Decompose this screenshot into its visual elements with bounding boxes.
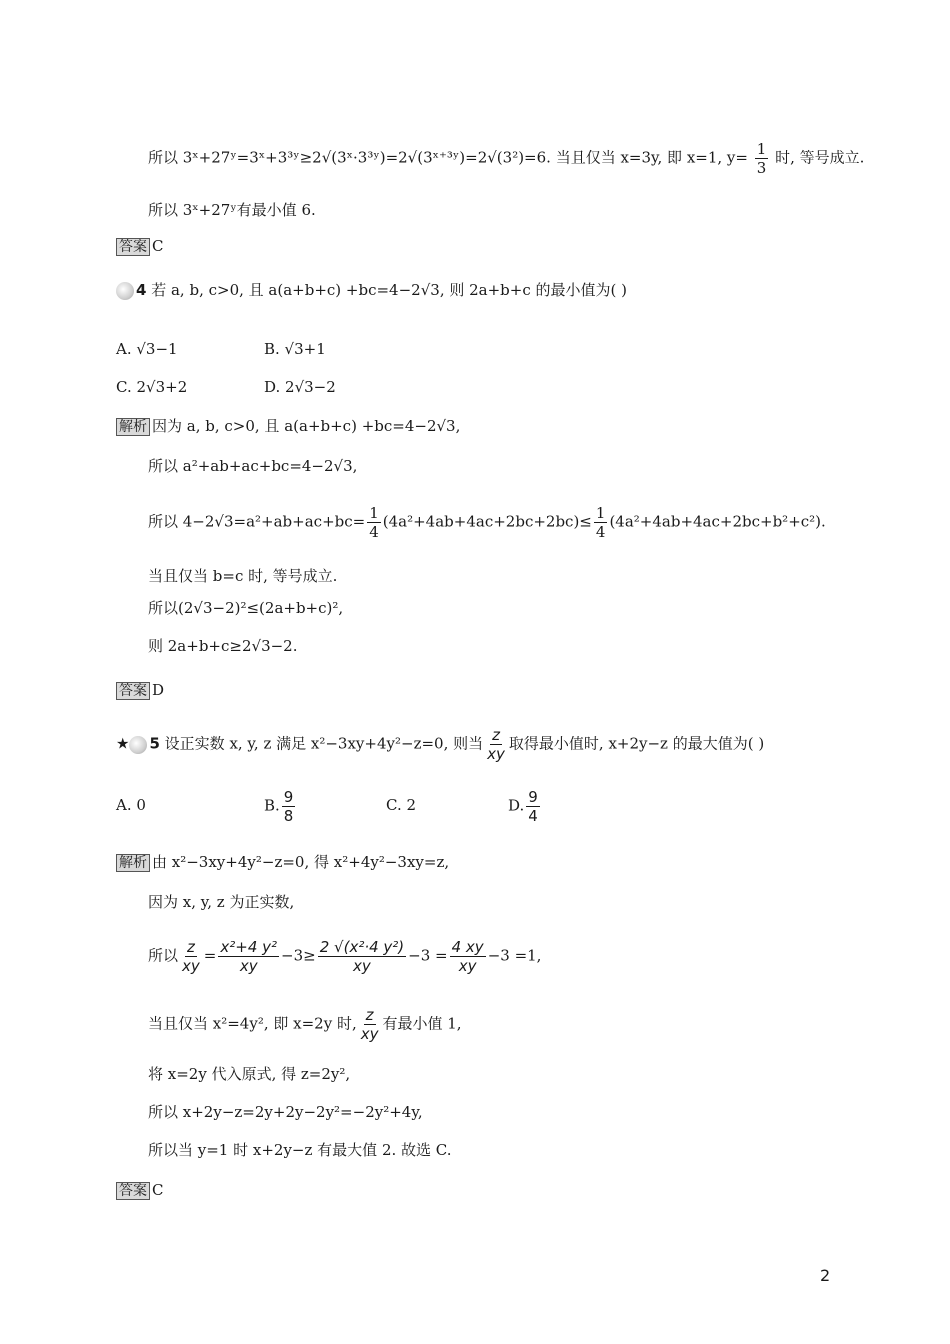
fraction <box>755 140 769 177</box>
answer-tag: 答案 <box>116 682 150 700</box>
question-text: 若 a, b, c>0, 且 a(a+b+c) +bc=4−2√3, 则 2a+b+c 的最小值为( ) <box>151 281 627 299</box>
option-a: A. 0 <box>116 796 146 814</box>
frac-den: xy <box>239 957 258 975</box>
fraction <box>526 788 540 825</box>
solution-line-1 <box>148 140 864 177</box>
frac-den: xy <box>353 957 371 975</box>
frac-den: xy <box>360 1025 379 1043</box>
text: 有最小值 1, <box>382 1014 462 1033</box>
frac-den: xy <box>182 957 200 975</box>
frac-den: 4 <box>595 523 606 541</box>
text: −3 = <box>408 946 448 965</box>
label: B. <box>264 796 280 815</box>
option-d: D. 2√3−2 <box>264 378 336 396</box>
question-4 <box>116 280 627 300</box>
frac-num: x²+4 y² <box>220 938 278 956</box>
answer-value: C <box>152 1181 164 1199</box>
frac-num: 1 <box>595 504 606 522</box>
option-d <box>508 788 542 825</box>
frac-den: 3 <box>756 159 767 177</box>
question-text: 取得最小值时, x+2y−z 的最大值为( ) <box>508 734 765 753</box>
frac-num: z <box>186 938 195 956</box>
text: 所以 4−2√3=a²+ab+ac+bc= <box>148 512 366 531</box>
text: 当且仅当 x²=4y², 即 x=2y 时, <box>148 1014 357 1033</box>
analysis-4-line-1 <box>116 416 460 437</box>
text: 所以 <box>148 946 179 965</box>
option-b: B. √3+1 <box>264 340 326 358</box>
text: 由 x²−3xy+4y²−z=0, 得 x²+4y²−3xy=z, <box>152 853 450 871</box>
frac-den: xy <box>458 957 477 975</box>
frac-den: 4 <box>369 523 379 541</box>
analysis-tag: 解析 <box>116 418 150 436</box>
analysis-5-line-6: 所以 x+2y−z=2y+2y−2y²=−2y²+4y, <box>148 1103 423 1121</box>
text: −3≥ <box>281 946 316 965</box>
text: (4a²+4ab+4ac+2bc+b²+c²). <box>609 512 826 531</box>
frac-num: 2 √(x²·4 y²) <box>319 938 405 956</box>
answer-5 <box>116 1180 163 1201</box>
question-5 <box>116 726 764 763</box>
analysis-4-line-6: 则 2a+b+c≥2√3−2. <box>148 637 298 655</box>
analysis-5-line-1 <box>116 852 449 873</box>
analysis-5-line-3 <box>148 938 541 975</box>
frac-num: 9 <box>528 788 538 806</box>
fraction <box>594 504 608 541</box>
text: = <box>203 946 217 965</box>
analysis-4-line-4: 当且仅当 b=c 时, 等号成立. <box>148 567 338 585</box>
analysis-4-line-5: 所以(2√3−2)²≤(2a+b+c)², <box>148 599 344 617</box>
answer-4 <box>116 680 164 701</box>
analysis-5-line-5: 将 x=2y 代入原式, 得 z=2y², <box>148 1065 351 1083</box>
option-b <box>264 788 297 825</box>
question-number: 5 <box>149 734 160 753</box>
frac-num: 4 xy <box>451 938 484 956</box>
fraction <box>282 788 296 825</box>
option-c: C. 2 <box>386 796 417 814</box>
frac-den: 4 <box>528 807 538 825</box>
analysis-5-line-2: 因为 x, y, z 为正实数, <box>148 893 295 911</box>
answer-3 <box>116 236 163 257</box>
fraction <box>318 938 406 975</box>
fraction <box>180 938 202 975</box>
answer-tag: 答案 <box>116 238 150 256</box>
question-number: 4 <box>136 281 147 299</box>
frac-num: z <box>365 1006 374 1024</box>
frac-num: z <box>492 726 500 744</box>
question-text: 设正实数 x, y, z 满足 x²−3xy+4y²−z=0, 则当 <box>164 734 484 753</box>
fraction <box>485 726 507 763</box>
star-icon: ★ <box>116 734 130 753</box>
frac-num: 9 <box>283 788 294 806</box>
text: (4a²+4ab+4ac+2bc+2bc)≤ <box>382 512 592 531</box>
frac-num: 1 <box>756 140 767 158</box>
answer-value: C <box>152 237 164 255</box>
analysis-tag: 解析 <box>116 854 150 872</box>
analysis-5-line-4 <box>148 1006 462 1043</box>
option-c: C. 2√3+2 <box>116 378 188 396</box>
label: D. <box>508 796 525 815</box>
fraction <box>367 504 381 541</box>
text: 因为 a, b, c>0, 且 a(a+b+c) +bc=4−2√3, <box>152 417 461 435</box>
answer-value: D <box>152 681 165 699</box>
audio-circle-icon <box>129 736 147 754</box>
text: 所以 3ˣ+27ʸ=3ˣ+3³ʸ≥2√(3ˣ·3³ʸ)=2√(3ˣ⁺³ʸ)=2√(3²)=6. 当且仅当 x=3y, 即 x=1, y= <box>148 148 748 167</box>
text: −3 =1, <box>487 946 542 965</box>
analysis-5-line-7: 所以当 y=1 时 x+2y−z 有最大值 2. 故选 C. <box>148 1141 452 1159</box>
option-a: A. √3−1 <box>116 340 178 358</box>
fraction <box>450 938 486 975</box>
analysis-4-line-2: 所以 a²+ab+ac+bc=4−2√3, <box>148 457 358 475</box>
frac-den: 8 <box>283 807 294 825</box>
page-number: 2 <box>820 1266 831 1285</box>
solution-line-2: 所以 3ˣ+27ʸ有最小值 6. <box>148 201 316 219</box>
answer-tag: 答案 <box>116 1182 150 1200</box>
analysis-4-line-3 <box>148 504 826 541</box>
audio-circle-icon <box>116 282 134 300</box>
fraction <box>359 1006 381 1043</box>
frac-num: 1 <box>369 504 379 522</box>
frac-den: xy <box>487 745 505 763</box>
fraction <box>218 938 279 975</box>
text: 时, 等号成立. <box>775 148 865 167</box>
